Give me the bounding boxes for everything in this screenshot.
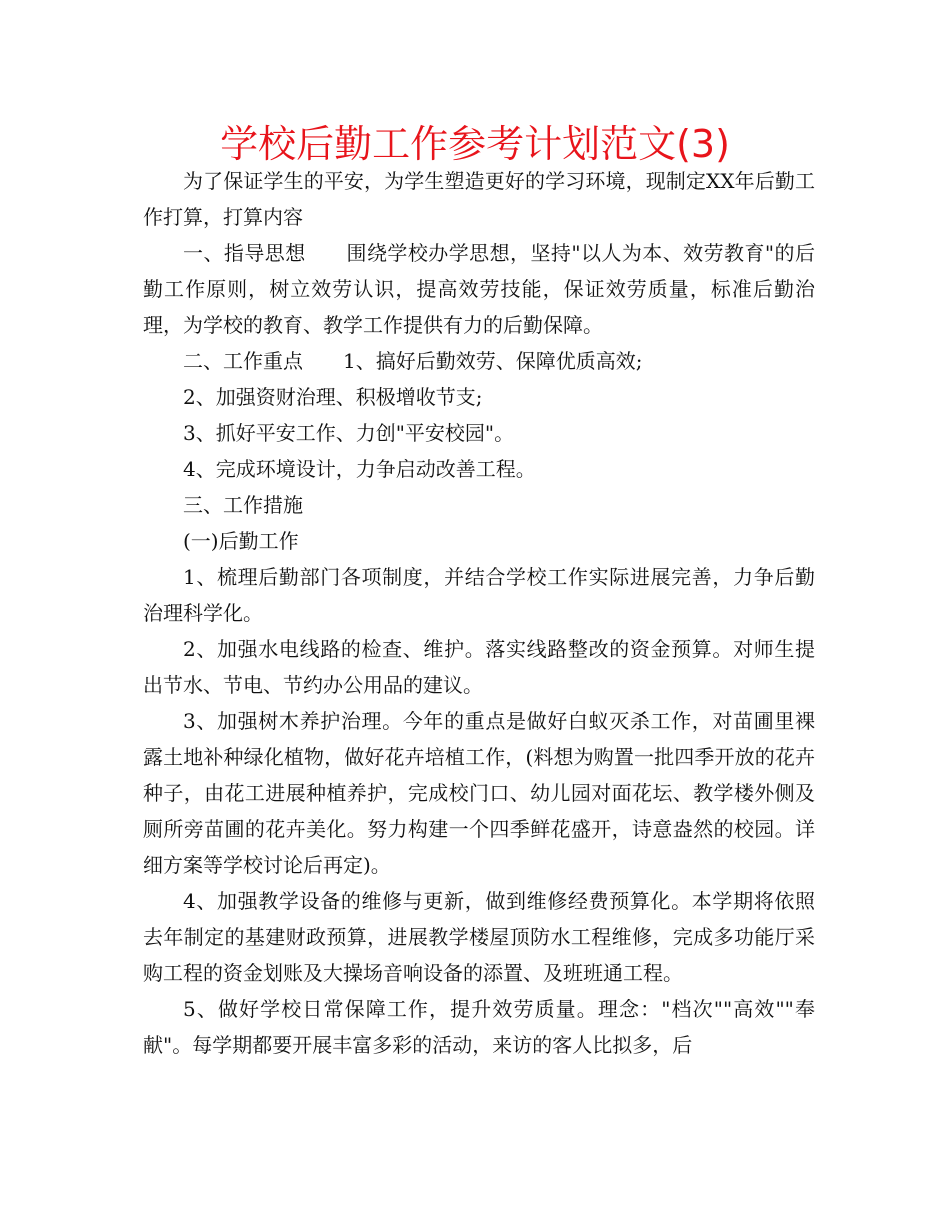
paragraph-measure-4: 4、加强教学设备的维修与更新，做到维修经费预算化。本学期将依照去年制定的基建财政预算，进展教学楼屋顶防水工程维修，完成多功能厅采购工程的资金划账及大操场音响设备的添置、及班班通工程。 (143, 889, 815, 985)
paragraph-measure-3: 3、加强树木养护治理。今年的重点是做好白蚁灭杀工作，对苗圃里裸露土地补种绿化植物，做好花卉培植工作，(料想为购置一批四季开放的花卉种子，由花工进展种植养护，完成校门口、幼儿园对面花坛、教学楼外侧及厕所旁苗圃的花卉美化。努力构建一个四季鲜花盛开，诗意盎然的校园。详细方案等学校讨论后再定)。 (143, 709, 815, 877)
paragraph-logistics-heading: (一)后勤工作 (183, 529, 299, 553)
document-body (143, 163, 815, 1063)
paragraph-guiding-thought: 一、指导思想 围绕学校办学思想，坚持"以人为本、效劳教育"的后勤工作原则，树立效劳认识，提高效劳技能，保证效劳质量，标准后勤治理，为学校的教育、教学工作提供有力的后勤保障。 (143, 241, 815, 337)
paragraph-work-measures: 三、工作措施 (183, 493, 303, 517)
document-title: 学校后勤工作参考计划范文(3) (220, 122, 730, 166)
paragraph-measure-2: 2、加强水电线路的检查、维护。落实线路整改的资金预算。对师生提出节水、节电、节约办公用品的建议。 (143, 637, 815, 697)
paragraph-work-focus: 二、工作重点 1、搞好后勤效劳、保障优质高效; (183, 349, 643, 373)
paragraph-measure-1: 1、梳理后勤部门各项制度，并结合学校工作实际进展完善，力争后勤治理科学化。 (143, 565, 815, 625)
paragraph-focus-4: 4、完成环境设计，力争启动改善工程。 (183, 457, 536, 481)
paragraph-intro: 为了保证学生的平安，为学生塑造更好的学习环境，现制定XX年后勤工作打算，打算内容 (143, 169, 815, 229)
paragraph-focus-2: 2、加强资财治理、积极增收节支; (183, 385, 483, 409)
paragraph-measure-5: 5、做好学校日常保障工作，提升效劳质量。理念："档次""高效""奉献"。每学期都要开展丰富多彩的活动，来访的客人比拟多，后 (143, 997, 815, 1057)
paragraph-focus-3: 3、抓好平安工作、力创"平安校园"。 (183, 421, 515, 445)
